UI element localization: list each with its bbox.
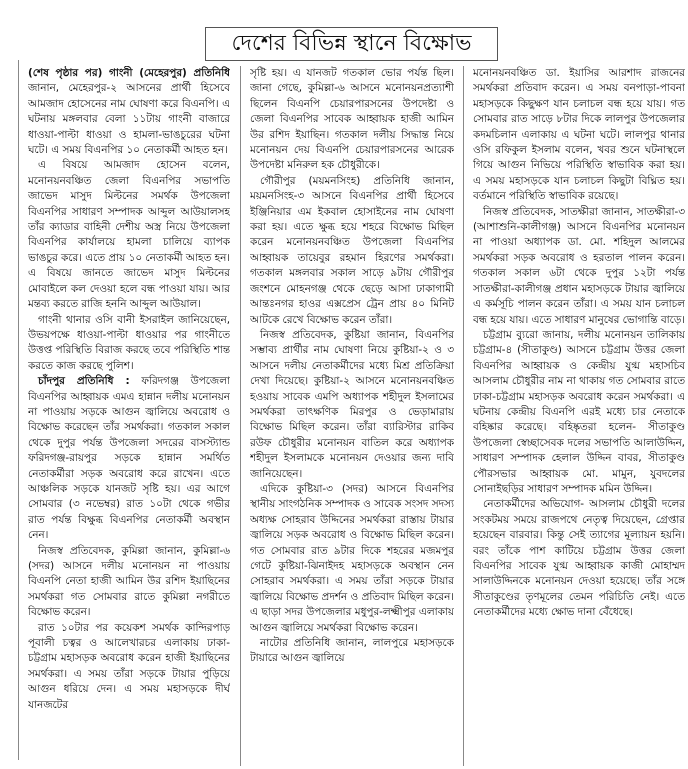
dateline-label: (শেষ পৃষ্ঠার পর) গাংনী (মেহেরপুর) প্রতিনিধি (28, 67, 230, 79)
headline: দেশের বিভিন্ন স্থানে বিক্ষোভ (231, 30, 472, 56)
paragraph: নিজস্ব প্রতিবেদক, কুমিল্লা জানান, কুমিল্লা-৬ (সদর) আসনে দলীয় মনোনয়ন না পাওয়ায় বিএনপি নেতা হাজী আমিন উর রশিদ ইয়াছিনের সমর্থকরা গত সোমবার রাতে কুমিল্লা নগরীতে বিক্ষোভ করেন। (28, 544, 230, 619)
paragraph-text: ফরিদগঞ্জ উপজেলা বিএনপির আহ্বায়ক এমএ হান্নান দলীয় মনোনয়ন না পাওয়ায় সড়কে আগুন জ্বালিয়ে অবরোধ ও বিক্ষোভ করেছেন তাঁর সমর্থকরা। গতকাল সকাল থেকে দুপুর পর্যন্ত উপজেলা সদরের বাসস্ট্যান্ড ফরিদগঞ্জ-রায়পুর সড়কে হান্নান সমর্থিত নেতাকর্মীরা সড়ক অবরোধ করে রাখেন। এতে আঞ্চলিক সড়কে যানজট সৃষ্টি হয়। এর আগে সোমবার (৩ নভেম্বর) রাত ১০টা থেকে গভীর রাত পর্যন্ত বিক্ষুব্ধ বিএনপির নেতাকর্মী অবস্থান নেন। (28, 375, 230, 542)
paragraph: নেতাকর্মীদের অভিযোগ- আসলাম চৌধুরী দলের সংকটময় সময়ে রাজপথে নেতৃত্ব দিয়েছেন, গ্রেপ্তার হয়েছেন বারবার। কিন্তু সেই ত্যাগের মূল্যায়ন হয়নি। বরং তাঁকে পাশ কাটিয়ে চট্টগ্রাম উত্তর জেলা বিএনপির সাবেক যুগ্ম আহ্বায়ক কাজী মোহাম্মদ সালাউদ্দিনকে মনোনয়ন দেওয়া হয়েছে। তাঁর সঙ্গে সীতাকুণ্ডের তৃণমূলের তেমন পরিচিতি নেই। এতে নেতাকর্মীদের মধ্যে ক্ষোভ দানা বেঁধেছে। (473, 498, 685, 619)
dateline-label: গৌরীপুর (ময়মনসিংহ) প্রতিনিধি (260, 174, 410, 187)
paragraph: গাংনী থানার ওসি বানী ইসরাইল জানিয়েছেন, উভয়পক্ষে ধাওয়া-পাল্টা ধাওয়ার পর গাংনীতে উত্তপ্ত পরিস্থিতি বিরাজ করছে তবে পরিস্থিতি শান্ত করতে কাজ করছে পুলিশ। (28, 313, 230, 372)
paragraph-text: জানান, মেহেরপুর-২ আসনের প্রার্থী হিসেবে আমজাদ হোসেনের নাম ঘোষণা করে বিএনপি। এ ঘটনায় মঙ্গলবার বেলা ১১টায় গাংনী বাজারে ধাওয়া-পাল্টা ধাওয়া ও হামলা-ভাঙচুরের ঘটনা ঘটে। এ সময় বিএনপির ১০ নেতাকর্মী আহত হন। (28, 82, 230, 157)
paragraph (28, 66, 230, 158)
paragraph: সৃষ্টি হয়। এ যানজট গতকাল ভোর পর্যন্ত ছিল। জানা গেছে, কুমিল্লা-৬ আসনে মনোনয়নপ্রত্যাশী ছিলেন বিএনপি চেয়ারপারসনের উপদেষ্টা ও জেলা বিএনপির সাবেক আহ্বায়ক হাজী আমিন উর রশিদ ইয়াছিন। গতকাল দলীয় সিদ্ধান্ত নিয়ে মনোনয়ন দেয় বিএনপি চেয়ারপারসনের আরেক উপদেষ্টা মনিরুল হক চৌধুরীকে। (250, 67, 454, 172)
paragraph: এ বিষয়ে আমজাদ হোসেন বলেন, মনোনয়নবঞ্চিত জেলা বিএনপির সভাপতি জাভেদ মাসুদ মিল্টনের সমর্থক উপজেলা বিএনপির সাধারণ সম্পাদক আব্দুল আউয়ালসহ তাঁর ক্যাডার বাহিনী দেশীয় অস্ত্র নিয়ে উপজেলা বিএনপির কার্যালয়ে হামলা চালিয়ে ব্যাপক ভাঙচুর করে। এতে প্রায় ১০ নেতাকর্মী আহত হন। এ বিষয়ে জানতে জাভেদ মাসুদ মিল্টনের মোবাইলে কল দেওয়া হলে বন্ধ পাওয়া যায়। আর মন্তব্য করতে রাজি হননি আব্দুল আউয়াল। (28, 159, 230, 311)
dateline-label: নিজস্ব প্রতিবেদক, কুষ্টিয়া (260, 328, 370, 341)
article-column-2 (250, 66, 454, 766)
paragraph-text: জানান, বিএনপির সম্ভাব্য প্রার্থীর নাম ঘোষণা নিয়ে কুষ্টিয়া-২ ও ৩ আসনে দলীয় নেতাকর্মীদের মধ্যে মিশ্র প্রতিক্রিয়া দেখা দিয়েছে। কুষ্টিয়া-২ আসনে মনোনয়নবঞ্চিত হওয়ায় সাবেক এমপি অধ্যাপক শহীদুল ইসলামের সমর্থকরা তাৎক্ষণিক মিরপুর ও ভেড়ামারায় বিক্ষোভ মিছিল করেন। তাঁরা ব্যারিস্টার রাকিব রউফ চৌধুরীর মনোনয়ন বাতিল করে অধ্যাপক শহীদুল ইসলামকে মনোনয়ন দেওয়ার জন্য দাবি জানিয়েছেন। (250, 328, 454, 480)
article-column-1 (28, 66, 230, 766)
column-divider (463, 66, 464, 766)
article-column-3 (473, 66, 685, 766)
paragraph (28, 374, 230, 543)
adjacent-column-edge (0, 60, 19, 760)
paragraph: চট্টগ্রাম ব্যুরো জানায়, দলীয় মনোনয়ন তালিকায় চট্টগ্রাম-৪ (সীতাকুণ্ড) আসনে চট্টগ্রাম উত্তর জেলা বিএনপির আহ্বায়ক ও কেন্দ্রীয় যুগ্ম মহাসচিব আসলাম চৌধুরীর নাম না থাকায় গত সোমবার রাতে ঢাকা-চট্টগ্রাম মহাসড়ক অবরোধ করেন সমর্থকরা। এ ঘটনায় কেন্দ্রীয় বিএনপি এরই মধ্যে চার নেতাকে বহিষ্কার করেছে। বহিষ্কৃতরা হলেন- সীতাকুণ্ড উপজেলা স্বেচ্ছাসেবক দলের সভাপতি আলাউদ্দিন, সাধারণ সম্পাদক হেলাল উদ্দিন বাবর, সীতাকুণ্ড পৌরসভার আহ্বায়ক মো. মামুন, যুবদলের সোনাইছড়ির সাধারণ সম্পাদক মমিন উদ্দিন। (473, 328, 685, 495)
paragraph-text: জানান, ময়মনসিংহ-৩ আসনে বিএনপির প্রার্থী হিসেবে ইঞ্জিনিয়ার এম ইকবাল হোসাইনের নাম ঘোষণা করা হয়। এতে ক্ষুব্ধ হয়ে শহরে বিক্ষোভ মিছিল করেন মনোনয়নবঞ্চিত উপজেলা বিএনপির আহ্বায়ক তায়েবুর রহমান হিরণের সমর্থকরা। গতকাল মঙ্গলবার সকাল সাড়ে ৯টায় গৌরীপুর জংশনে মোহনগঞ্জ থেকে ছেড়ে আসা ঢাকাগামী আন্তঃনগর হাওর এক্সপ্রেস ট্রেন প্রায় ৪০ মিনিট আটকে রেখে বিক্ষোভ করেন তাঁরা। (250, 174, 454, 326)
paragraph: নিজস্ব প্রতিবেদক, সাতক্ষীরা জানান, সাতক্ষীরা-৩ (আশাশুনি-কালীগঞ্জ) আসনে বিএনপির মনোনয়ন না পাওয়া অধ্যাপক ডা. মো. শহিদুল আলমের সমর্থকরা সড়ক অবরোধ ও হরতাল পালন করেন। গতকাল সকাল ৬টা থেকে দুপুর ১২টা পর্যন্ত সাতক্ষীরা-কালীগঞ্জ প্রধান মহাসড়কে টায়ার জ্বালিয়ে এ কর্মসূচি পালন করেন তাঁরা। এ সময় যান চলাচল বন্ধ হয়ে যায়। এতে সাধারণ মানুষের ভোগান্তি বাড়ে। (473, 205, 685, 326)
headline-box (205, 27, 498, 61)
column-divider (240, 66, 241, 766)
paragraph: মনোনয়নবঞ্চিত ডা. ইয়াসির আরশাদ রাজনের সমর্থকরা প্রতিবাদ করেন। এ সময় বনপাড়া-পাবনা মহাসড়কে কিছুক্ষণ যান চলাচল বন্ধ হয়ে যায়। গত সোমবার রাত সাড়ে ৮টার দিকে লালপুর উপজেলার কদমচিলান এলাকায় এ ঘটনা ঘটে। লালপুর থানার ওসি রফিকুল ইসলাম বলেন, খবর শুনে ঘটনাস্থলে গিয়ে আগুন নিভিয়ে পরিস্থিতি স্বাভাবিক করা হয়। এ সময় মহাসড়কে যান চলাচল কিছুটা বিঘ্নিত হয়। বর্তমানে পরিস্থিতি স্বাভাবিক রয়েছে। (473, 67, 685, 203)
dateline-label: চাঁদপুর প্রতিনিধি : (38, 375, 130, 388)
paragraph (250, 174, 454, 328)
paragraph: এদিকে কুষ্টিয়া-৩ (সদর) আসনে বিএনপির স্থানীয় সাংগঠনিক সম্পাদক ও সাবেক সংসদ সদস্য অধ্যক্ষ সোহরাব উদ্দিনের সমর্থকরা রাস্তায় টায়ার জ্বালিয়ে সড়ক অবরোধ ও বিক্ষোভ মিছিল করেন। গত সোমবার রাত ৯টার দিকে শহরের মজমপুর গেটে কুষ্টিয়া-ঝিনাইদহ মহাসড়কে অবস্থান নেন সোহরাব সমর্থকরা। এ সময় তাঁরা সড়কে টায়ার জ্বালিয়ে বিক্ষোভ প্রদর্শন ও প্রতিবাদ মিছিল করেন। এ ছাড়া সদর উপজেলার মধুপুর-লক্ষ্মীপুর এলাকায় আগুন জ্বালিয়ে সমর্থকরা বিক্ষোভ করেন। (250, 482, 454, 634)
paragraph (250, 328, 454, 482)
paragraph: রাত ১০টার পর কয়েকশ সমর্থক কান্দিরপাড় পূবালী চত্বর ও আলেখারচর এলাকায় ঢাকা-চট্টগ্রাম মহাসড়ক অবরোধ করেন হাজী ইয়াছিনের সমর্থকরা। এ সময় তাঁরা সড়কে টায়ার পুড়িয়ে আগুন ধরিয়ে দেন। এ সময় মহাসড়কে দীর্ঘ যানজটের (28, 621, 230, 711)
paragraph: নাটোর প্রতিনিধি জানান, লালপুরে মহাসড়কে টায়ারে আগুন জ্বালিয়ে (250, 637, 454, 665)
